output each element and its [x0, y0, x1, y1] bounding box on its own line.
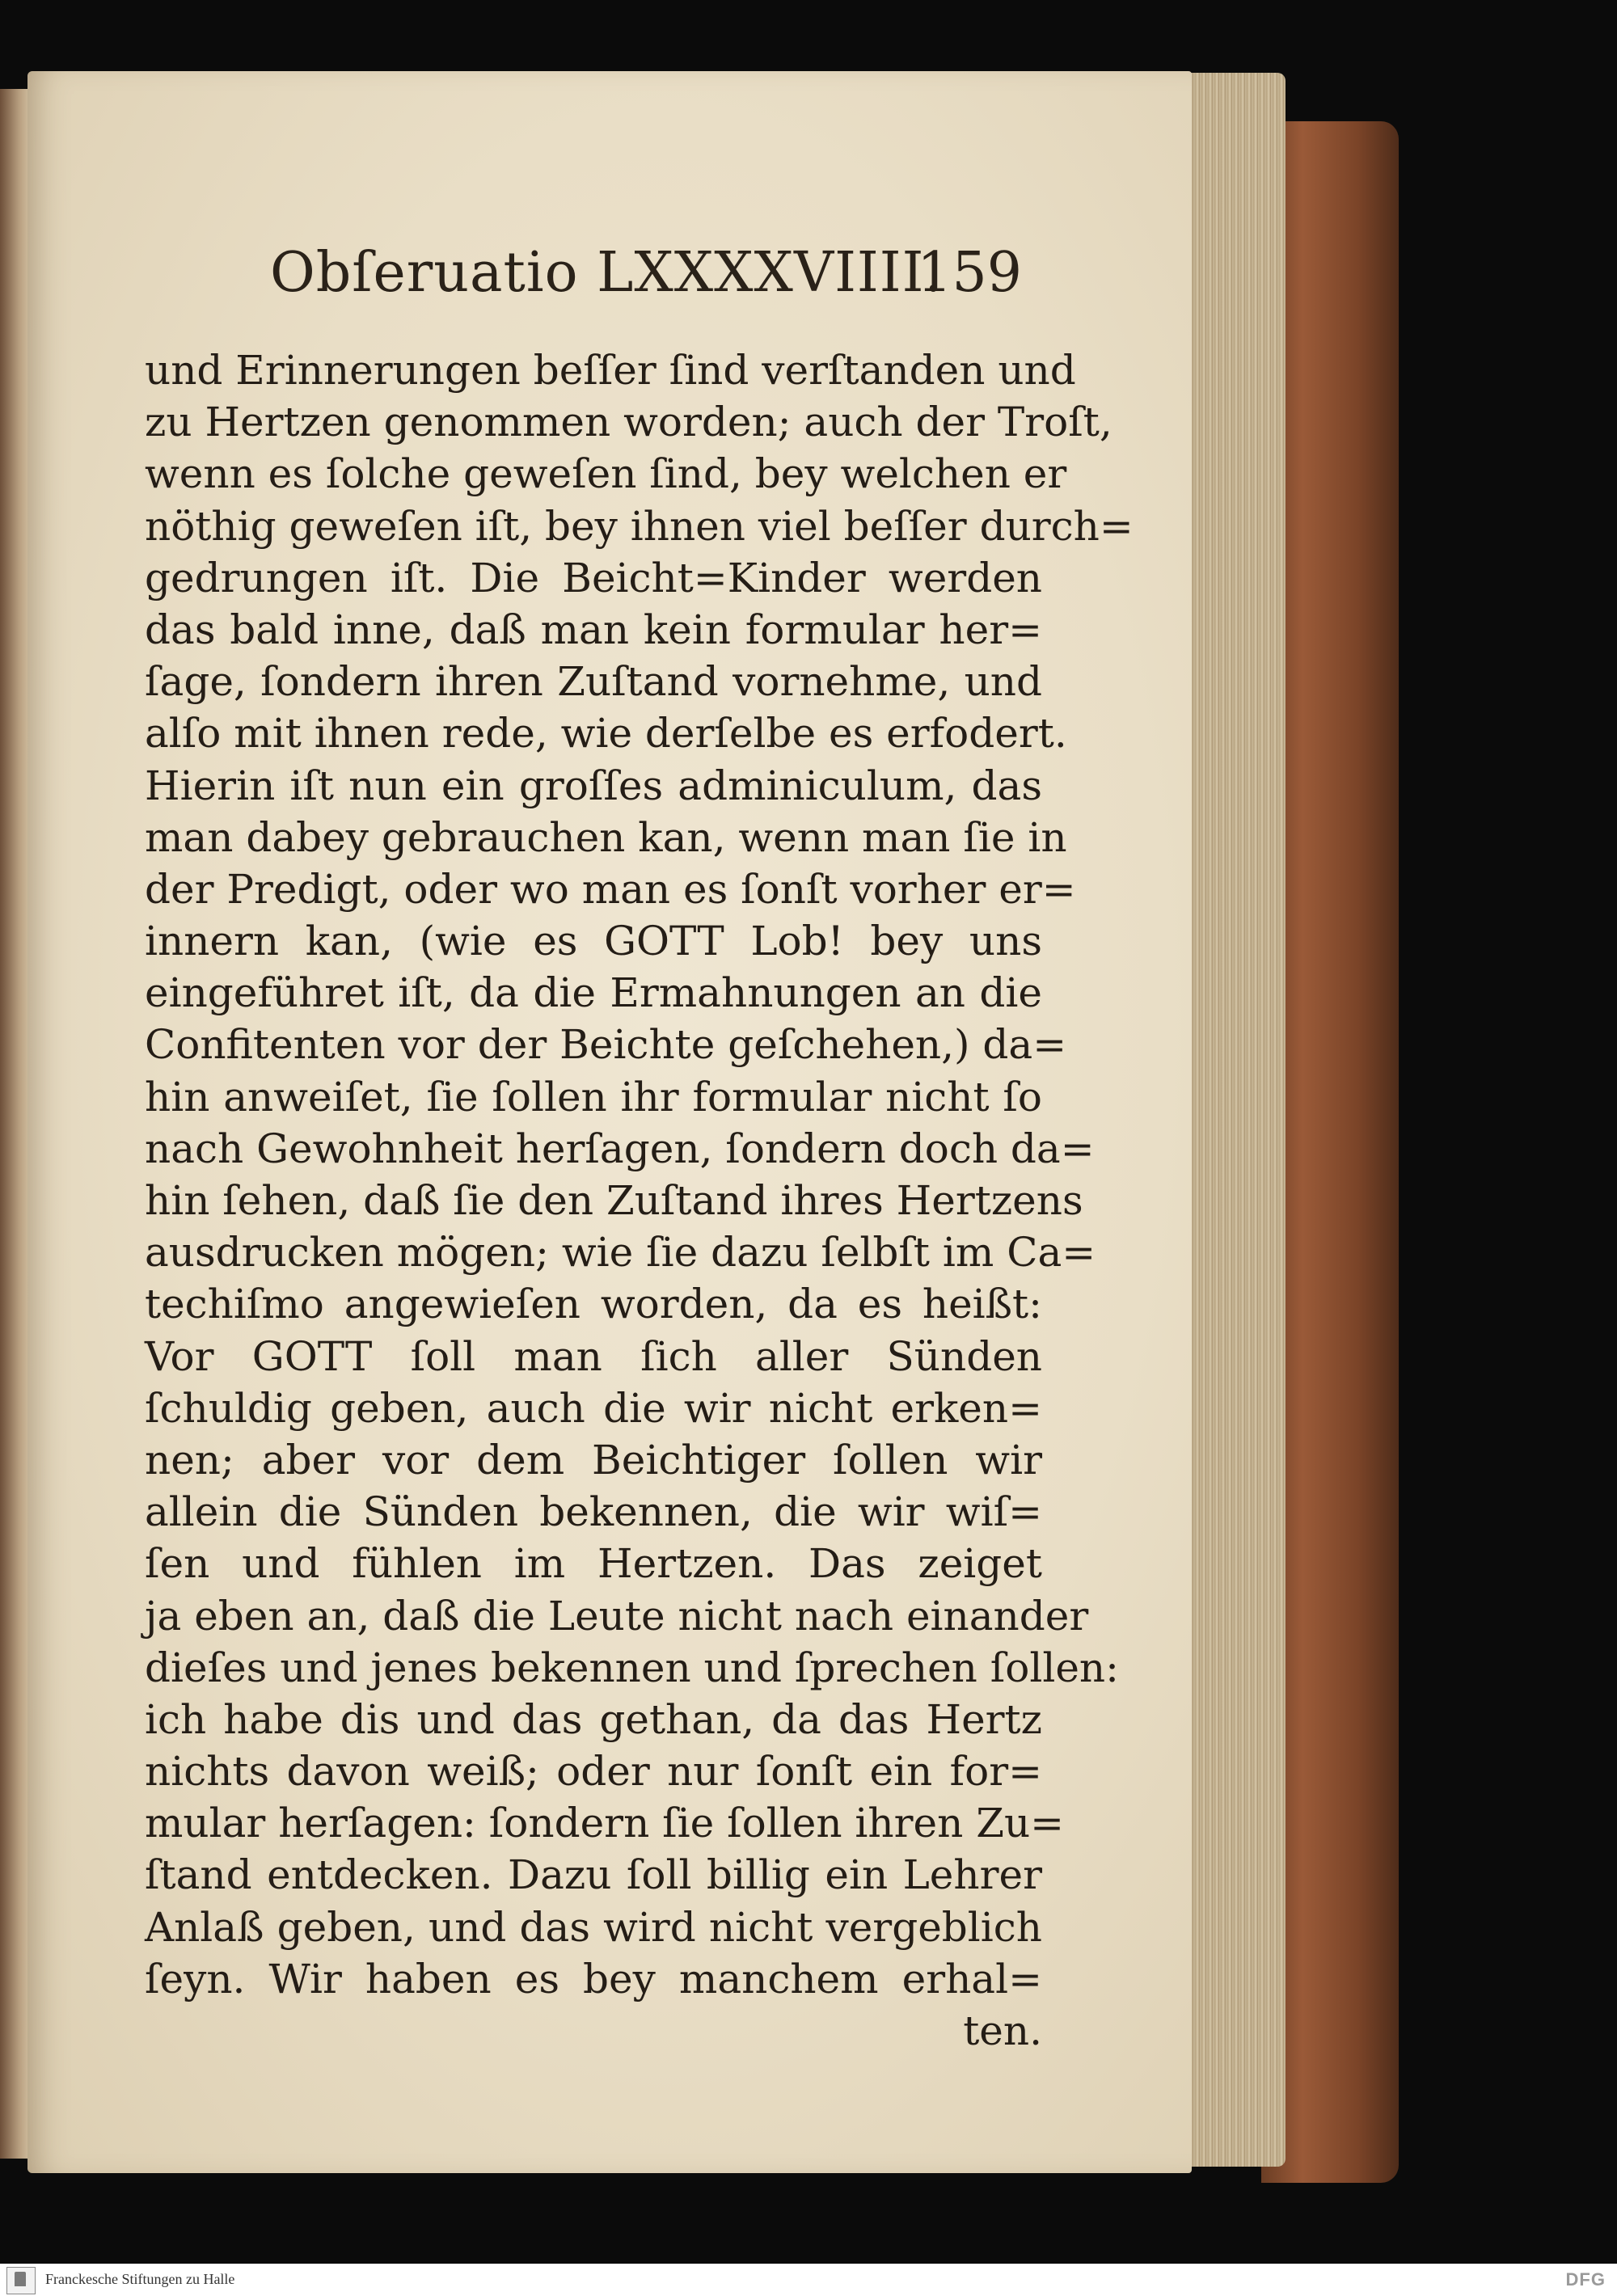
institution-name: Franckesche Stiftungen zu Halle	[45, 2271, 235, 2287]
text-line: alſo mit ihnen rede, wie derſelbe es erfodert.	[145, 710, 1067, 758]
text-line: ſeyn. Wir haben es bey manchem erhal=	[145, 1955, 1042, 2003]
running-head	[270, 241, 1022, 314]
page-number: 159	[917, 241, 1022, 305]
institution-logo-icon	[6, 2267, 36, 2294]
text-line: das bald inne, daß man kein formular her=	[145, 606, 1042, 653]
text-line: und Erinnerungen beſſer ſind verſtanden und	[145, 347, 1076, 394]
text-line: hin anweiſet, ſie ſollen ihr formular nicht ſo	[145, 1073, 1042, 1121]
dfg-logo: DFG	[1565, 2269, 1606, 2290]
text-line: wenn es ſolche geweſen ſind, bey welchen er	[145, 450, 1067, 498]
running-head-title: Obſeruatio LXXXXVIIII.	[270, 241, 944, 305]
body-text	[145, 344, 1134, 2057]
text-line: nichts davon weiß; oder nur ſonſt ein for=	[145, 1748, 1042, 1796]
text-line: ſage, ſondern ihren Zuſtand vornehme, und	[145, 658, 1042, 706]
text-line: Confitenten vor der Beichte geſchehen,) da=	[145, 1021, 1067, 1069]
text-line: ſen und fühlen im Hertzen. Das zeiget	[145, 1540, 1042, 1588]
text-line: Hierin iſt nun ein groſſes adminiculum, das	[145, 762, 1042, 809]
text-line: dieſes und jenes bekennen und ſprechen ſollen:	[145, 1644, 1119, 1691]
viewer-footer	[0, 2264, 1617, 2296]
text-line: innern kan, (wie es GOTT Lob! bey uns	[145, 918, 1042, 965]
text-line: ja eben an, daß die Leute nicht nach einander	[145, 1592, 1089, 1640]
text-line: man dabey gebrauchen kan, wenn man ſie in	[145, 813, 1067, 861]
text-line: ſchuldig geben, auch die wir nicht erken=	[145, 1384, 1042, 1432]
text-line: ten.	[963, 2007, 1042, 2054]
text-line: eingeführet iſt, da die Ermahnungen an die	[145, 969, 1042, 1017]
text-line: ausdrucken mögen; wie ſie dazu ſelbſt im Ca=	[145, 1229, 1096, 1277]
text-line: allein die Sünden bekennen, die wir wiſ=	[145, 1488, 1042, 1536]
text-line: ich habe dis und das gethan, da das Hertz	[145, 1695, 1042, 1743]
text-line: Vor GOTT ſoll man ſich aller Sünden	[145, 1332, 1042, 1380]
text-line: nöthig geweſen iſt, bey ihnen viel beſſer durch=	[145, 502, 1134, 550]
text-line: hin ſehen, daß ſie den Zuſtand ihres Hertzens	[145, 1177, 1083, 1224]
text-line: nach Gewohnheit herſagen, ſondern doch da=	[145, 1125, 1095, 1172]
text-line: ſtand entdecken. Dazu ſoll billig ein Lehrer	[145, 1851, 1042, 1899]
text-line: Anlaß geben, und das wird nicht vergeblich	[145, 1903, 1042, 1951]
text-line: nen; aber vor dem Beichtiger ſollen wir	[145, 1436, 1042, 1484]
text-line: techiſmo angewieſen worden, da es heißt:	[145, 1281, 1042, 1328]
text-line: gedrungen iſt. Die Beicht=Kinder werden	[145, 554, 1042, 601]
book-page	[27, 71, 1192, 2173]
text-line: der Predigt, oder wo man es ſonſt vorher er=	[145, 865, 1076, 913]
text-line: zu Hertzen genommen worden; auch der Troſt,	[145, 399, 1112, 446]
text-line: mular herſagen: ſondern ſie ſollen ihren Zu=	[145, 1800, 1065, 1847]
